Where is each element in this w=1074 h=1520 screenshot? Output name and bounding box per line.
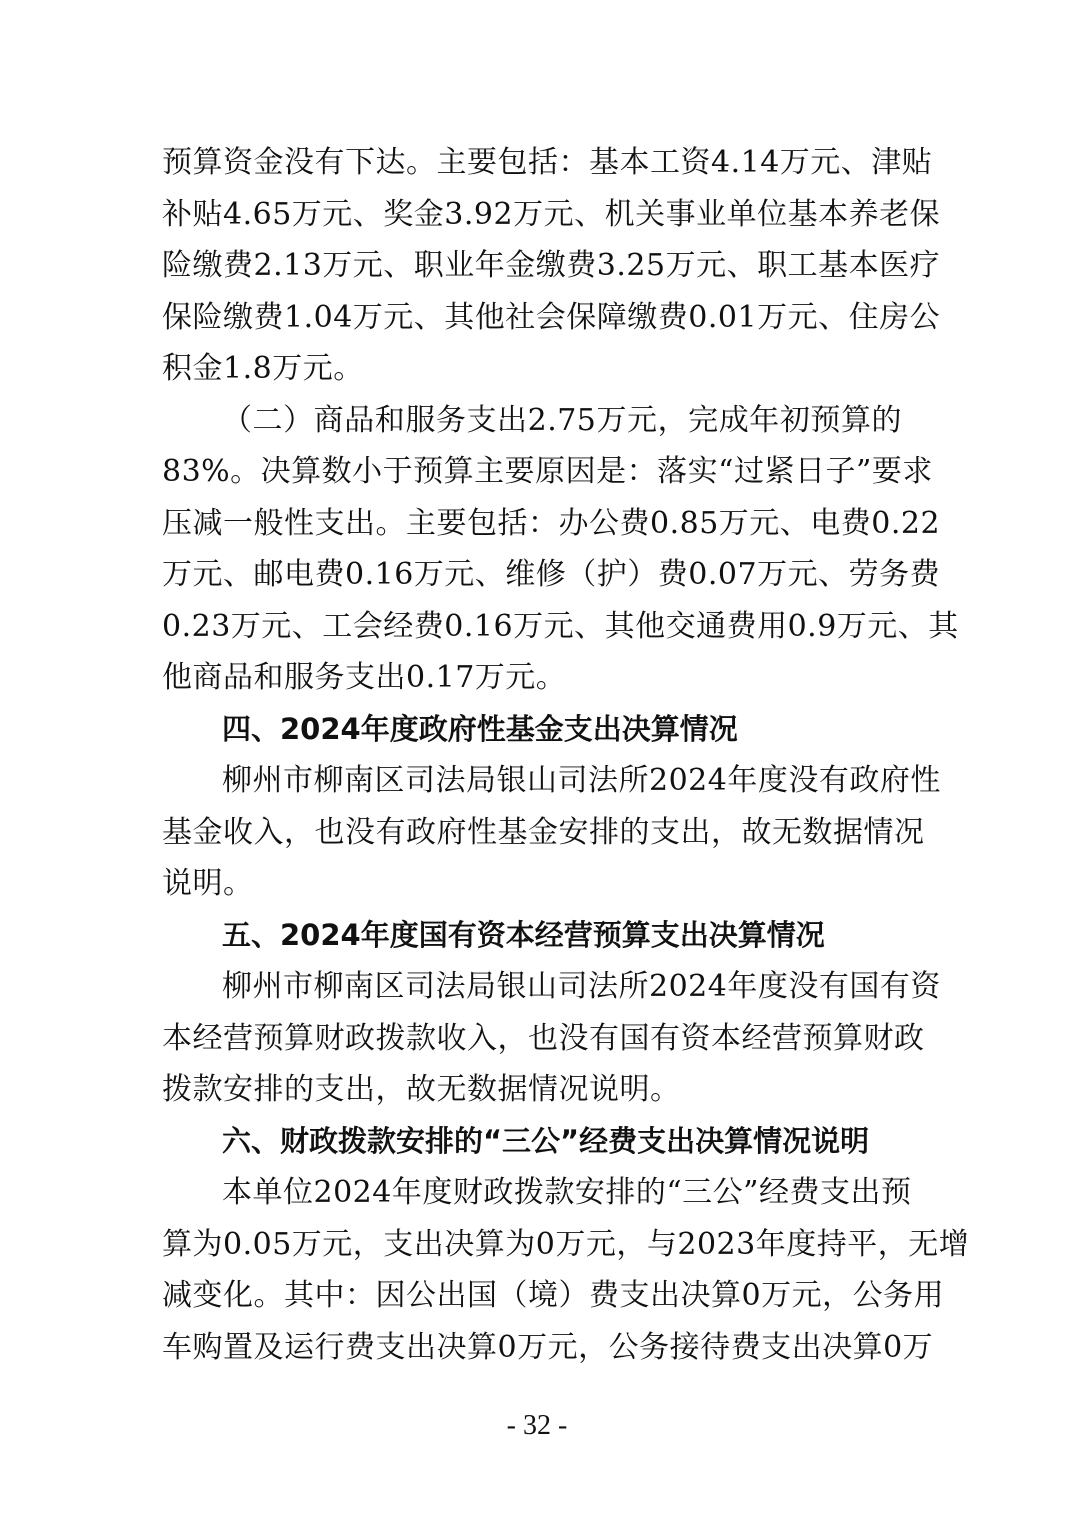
paragraph-line: 险缴费2.13万元、职业年金缴费3.25万元、职工基本医疗 <box>162 248 941 283</box>
section-heading: 四、2024年度政府性基金支出决算情况 <box>222 711 738 746</box>
paragraph-line: 万元、邮电费0.16万元、维修（护）费0.07万元、劳务费 <box>162 557 941 592</box>
paragraph-line: 算为0.05万元，支出决算为0万元，与2023年度持平，无增 <box>162 1226 970 1262</box>
paragraph-line: 本经营预算财政拨款收入，也没有国有资本经营预算财政 <box>162 1020 925 1056</box>
page-number: - 32 - <box>506 1410 568 1441</box>
paragraph-line: 说明。 <box>162 866 254 901</box>
paragraph-line: 预算资金没有下达。主要包括：基本工资4.14万元、津贴 <box>162 145 933 180</box>
paragraph-line: 柳州市柳南区司法局银山司法所2024年度没有政府性 <box>222 763 941 798</box>
paragraph-line: 0.23万元、工会经费0.16万元、其他交通费用0.9万元、其 <box>162 608 959 644</box>
paragraph-line: 柳州市柳南区司法局银山司法所2024年度没有国有资 <box>222 969 941 1004</box>
paragraph-line: 他商品和服务支出0.17万元。 <box>162 660 567 695</box>
document-body <box>162 137 970 1373</box>
paragraph-line: 本单位2024年度财政拨款安排的“三公”经费支出预 <box>222 1175 912 1210</box>
paragraph-line: 积金1.8万元。 <box>162 351 364 386</box>
paragraph-line: 减变化。其中：因公出国（境）费支出决算0万元，公务用 <box>162 1278 945 1313</box>
paragraph-line: 保险缴费1.04万元、其他社会保障缴费0.01万元、住房公 <box>162 299 941 335</box>
section-heading: 五、2024年度国有资本经营预算支出决算情况 <box>222 917 825 952</box>
paragraph-line: 压减一般性支出。主要包括：办公费0.85万元、电费0.22 <box>162 505 941 541</box>
paragraph-line: 83%。决算数小于预算主要原因是：落实“过紧日子”要求 <box>162 454 933 489</box>
paragraph-line: 拨款安排的支出，故无数据情况说明。 <box>162 1072 681 1107</box>
paragraph-line: 基金收入，也没有政府性基金安排的支出，故无数据情况 <box>162 814 925 850</box>
paragraph-line: 车购置及运行费支出决算0万元，公务接待费支出决算0万 <box>162 1329 934 1365</box>
section-heading: 六、财政拨款安排的“三公”经费支出决算情况说明 <box>222 1123 870 1158</box>
paragraph-line: 补贴4.65万元、奖金3.92万元、机关事业单位基本养老保 <box>162 196 941 232</box>
paragraph-line: （二）商品和服务支出2.75万元，完成年初预算的 <box>222 402 902 438</box>
